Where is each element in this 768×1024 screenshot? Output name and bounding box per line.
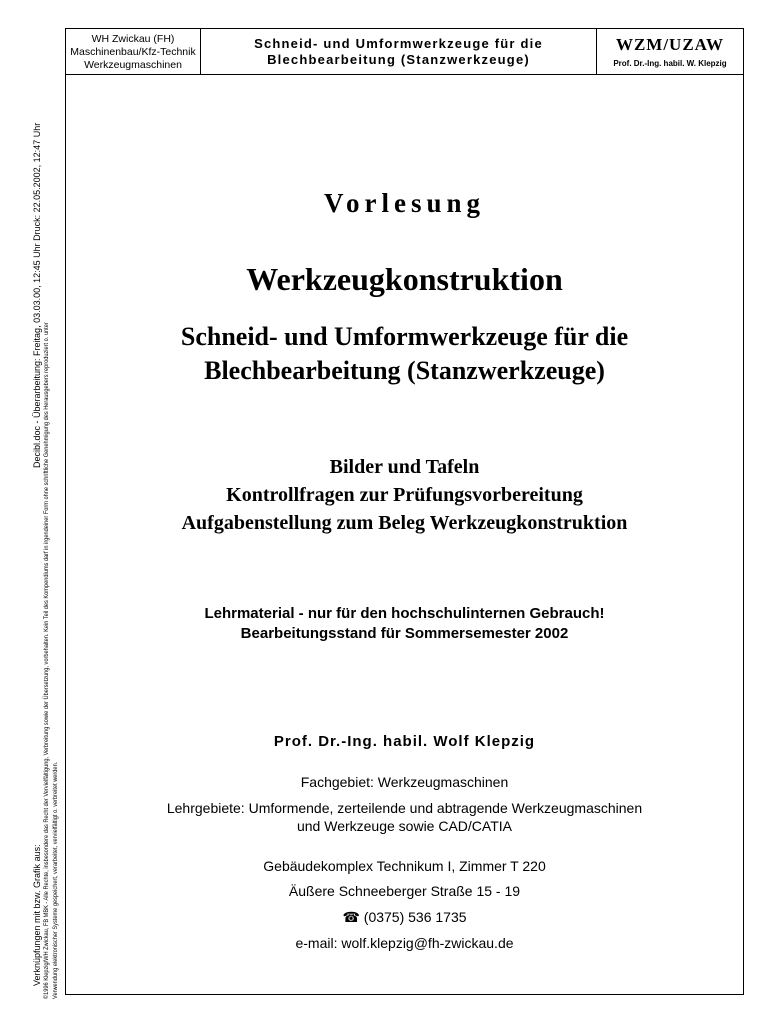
- author-teaching: und Werkzeuge sowie CAD/CATIA: [296, 818, 512, 834]
- author-name: Prof. Dr.-Ing. habil. Wolf Klepzig: [273, 733, 536, 750]
- margin-copyright-2: Verwendung elektronischer Systeme gespeichert, verarbeitet, vervielfältigt o. verbreitet werden.: [52, 761, 59, 999]
- content-item: Bilder und Tafeln: [329, 456, 480, 478]
- header-subject: [201, 29, 597, 74]
- subtitle-line-1: Schneid- und Umformwerkzeuge für die: [180, 322, 629, 351]
- author-building: Gebäudekomplex Technikum I, Zimmer T 220: [263, 858, 546, 874]
- header-institution: [66, 29, 201, 74]
- subject-line: Blechbearbeitung (Stanzwerkzeuge): [267, 52, 530, 67]
- margin-link-note: Verknüpfungen mit bzw. Grafik aus:: [32, 844, 42, 986]
- institution-line: Werkzeugmaschinen: [84, 59, 182, 71]
- margin-copyright-1: ©1996 Klepzig/WH Zwickau, FB MBK - Alle Rechte, insbesondere das Recht der Vervielfältigung, Verbreitung sowie der Übersetzung, vorbehalten. Kein Teil des Kompendiums darf in irgendeiner Form ohne schriftliche Genehmigung des Herausgebers reproduziert o. unter: [43, 322, 50, 999]
- lecture-label: Vorlesung: [323, 188, 486, 218]
- author-phone: (0375) 536 1735: [363, 909, 467, 925]
- institution-line: WH Zwickau (FH): [91, 33, 175, 45]
- author-field: Fachgebiet: Werkzeugmaschinen: [300, 774, 509, 790]
- subtitle-line-2: Blechbearbeitung (Stanzwerkzeuge): [204, 356, 605, 385]
- notice-line: Bearbeitungsstand für Sommersemester 2002: [240, 625, 569, 642]
- telephone-icon: ☎: [342, 909, 360, 925]
- content-item: Aufgabenstellung zum Beleg Werkzeugkonstruktion: [181, 512, 628, 534]
- author-phone-row: [65, 909, 744, 926]
- author-street: Äußere Schneeberger Straße 15 - 19: [288, 883, 521, 899]
- institution-line: Maschinenbau/Kfz-Technik: [70, 46, 196, 58]
- notice-line: Lehrmaterial - nur für den hochschulinternen Gebrauch!: [204, 605, 605, 622]
- header-table: [65, 28, 744, 75]
- header-author: Prof. Dr.-Ing. habil. W. Klepzig: [613, 59, 727, 68]
- main-title: Werkzeugkonstruktion: [246, 261, 563, 297]
- header-code-cell: [597, 29, 743, 74]
- author-teaching: Lehrgebiete: Umformende, zerteilende und abtragende Werkzeugmaschinen: [166, 800, 643, 816]
- content-item: Kontrollfragen zur Prüfungsvorbereitung: [226, 484, 583, 506]
- margin-file-info: Decibl.doc - Überarbeitung: Freitag, 03.03.00, 12:45 Uhr Druck: 22.05.2002, 12:47 Uhr: [32, 122, 42, 468]
- course-code: WZM/UZAW: [615, 35, 725, 54]
- author-email: e-mail: wolf.klepzig@fh-zwickau.de: [295, 935, 514, 951]
- subject-line: Schneid- und Umformwerkzeuge für die: [254, 36, 543, 51]
